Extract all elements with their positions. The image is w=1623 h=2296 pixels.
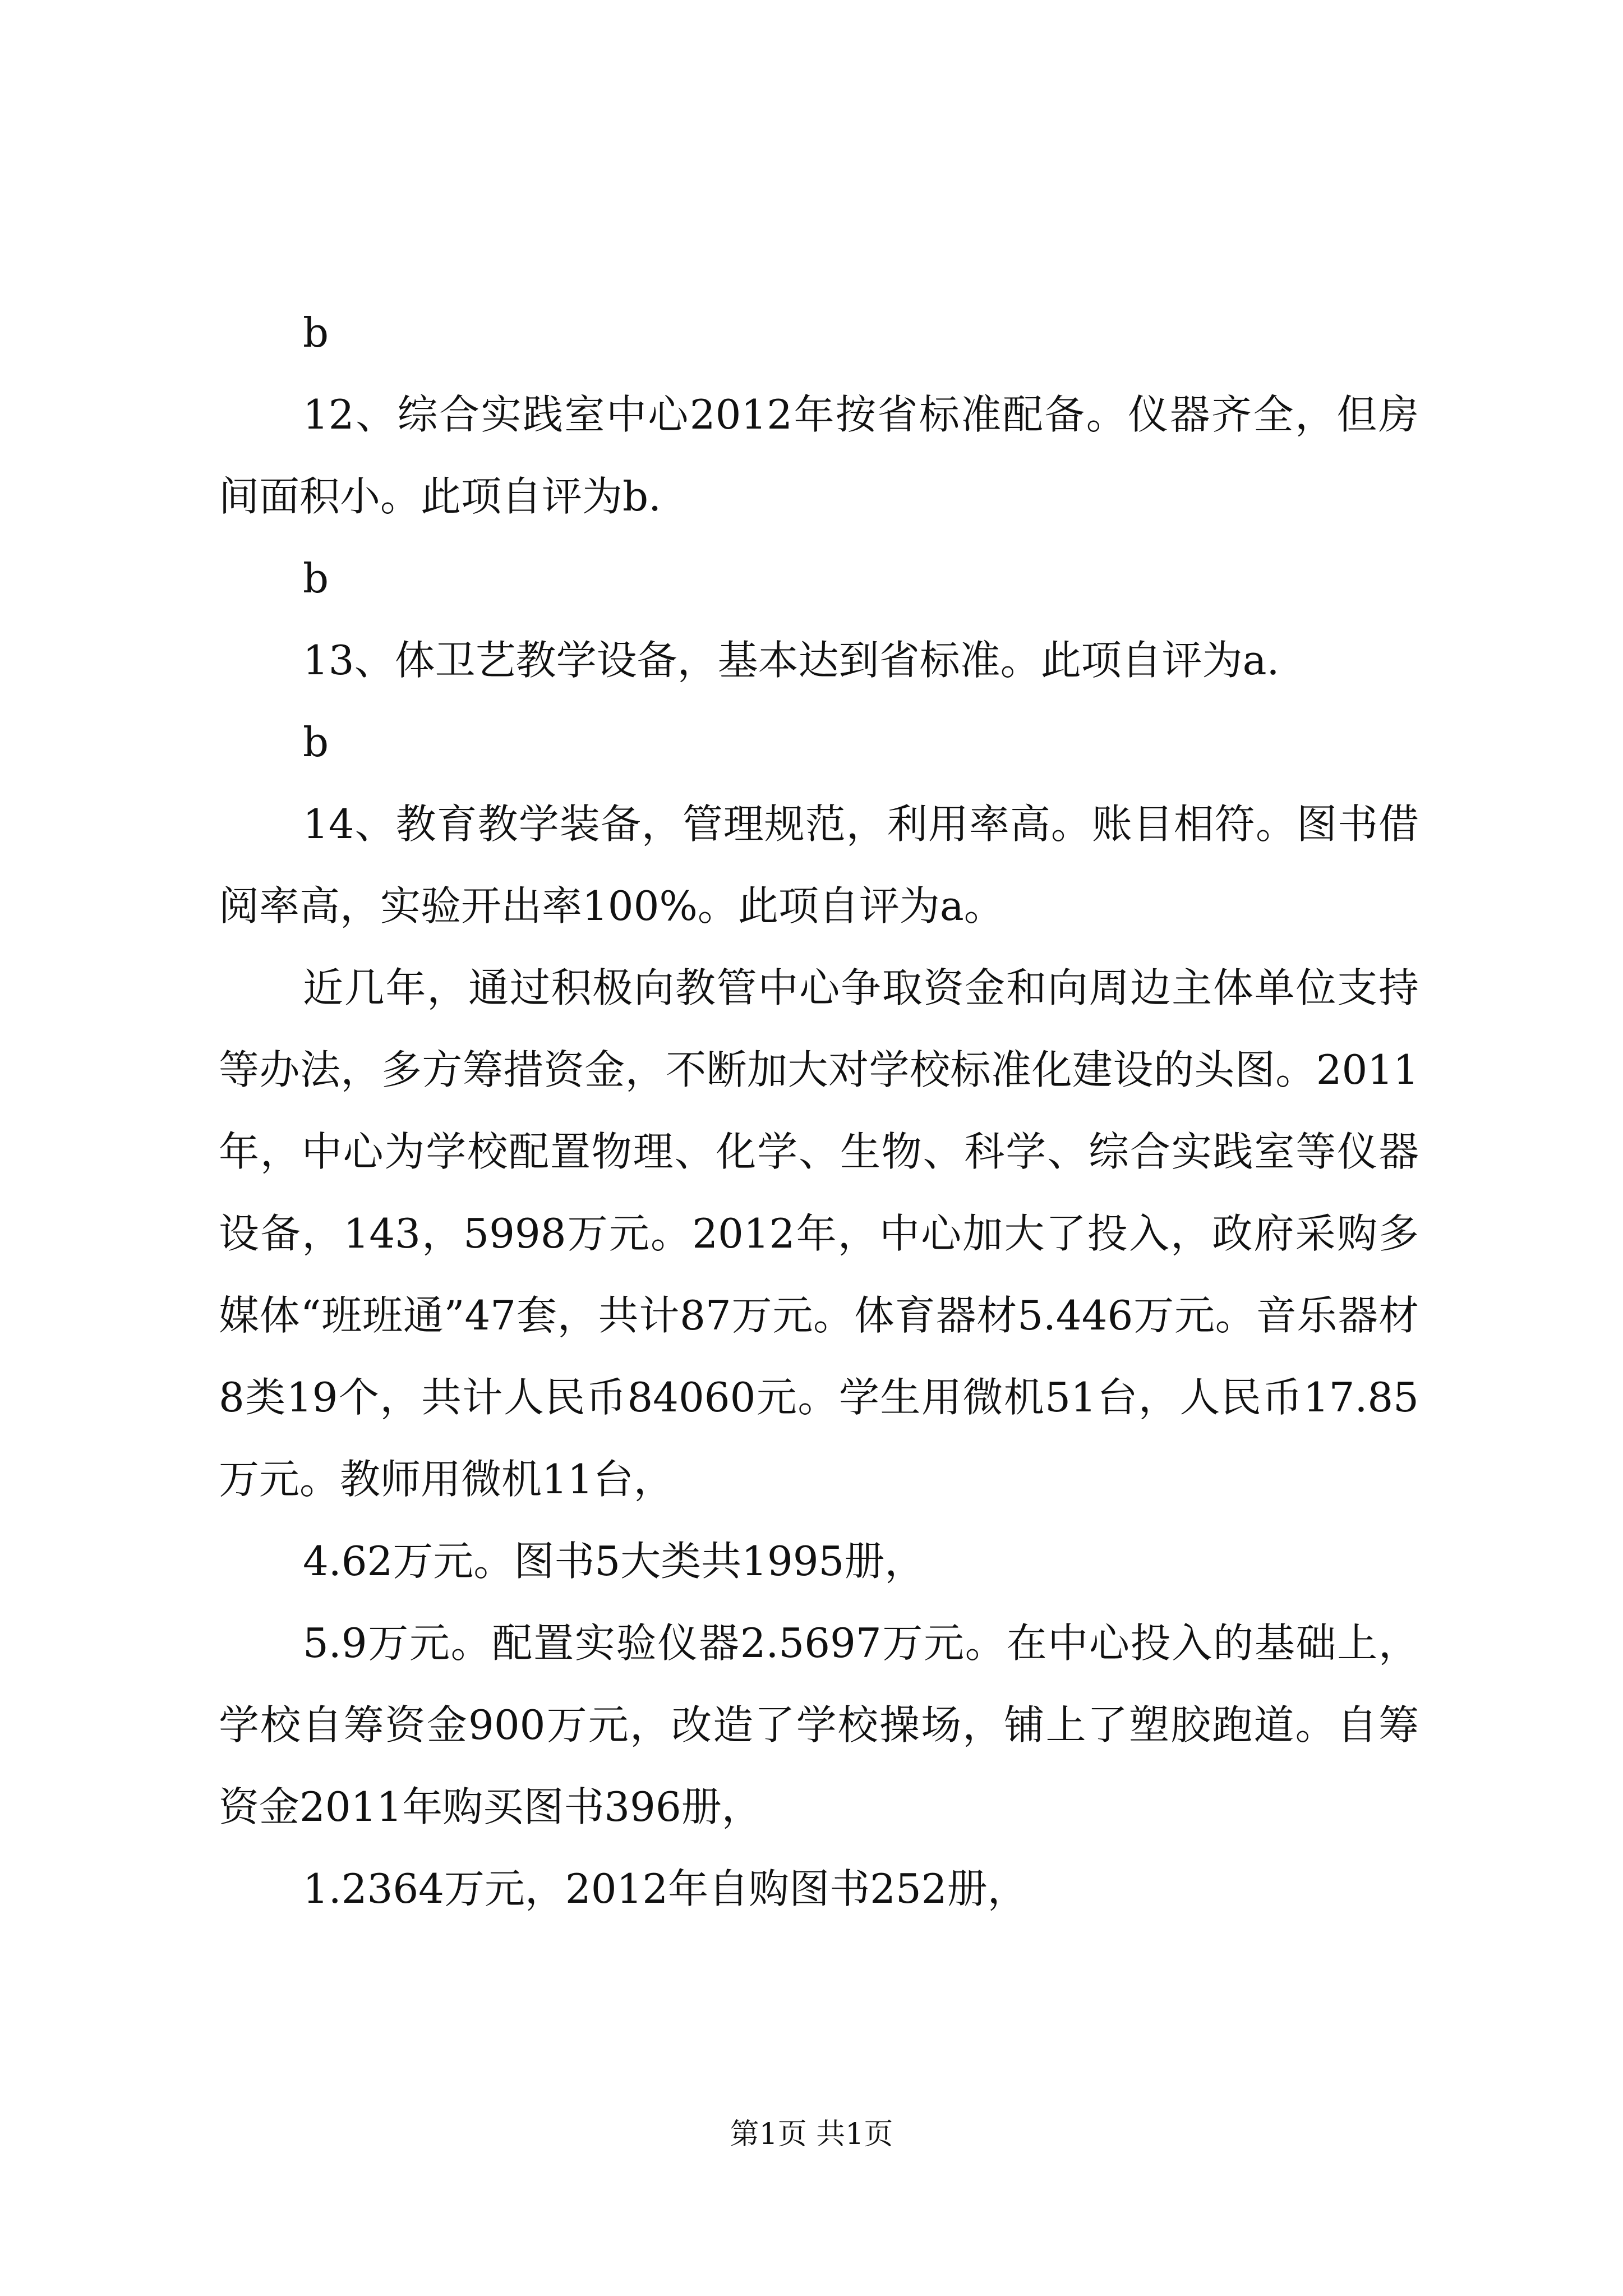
paragraph: 5.9万元。配置实验仪器2.5697万元。在中心投入的基础上，学校自筹资金900万元，改造了学校操场，铺上了塑胶跑道。自筹资金2011年购买图书396册，: [219, 1619, 1419, 1830]
paragraph: b: [303, 309, 329, 356]
paragraph: 12、综合实践室中心2012年按省标准配备。仪器齐全，但房间面积小。此项自评为b.: [219, 391, 1419, 520]
paragraph: 14、教育教学装备，管理规范，利用率高。账目相符。图书借阅率高，实验开出率100%。此项自评为a。: [219, 800, 1419, 930]
page-footer: 第1页 共1页: [730, 2118, 893, 2151]
paragraph: b: [303, 719, 329, 766]
paragraph: 4.62万元。图书5大类共1995册，: [303, 1538, 925, 1585]
paragraph: b: [303, 555, 329, 602]
paragraph: 近几年，通过积极向教管中心争取资金和向周边主体单位支持等办法，多方筹措资金，不断加大对学校标准化建设的头图。2011年，中心为学校配置物理、化学、生物、科学、综合实践室等仪器设备，143，5998万元。2012年，中心加大了投入，政府采购多媒体“班班通”47套，共计87万元。体育器材5.446万元。音乐器材8类19个，共计人民币84060元。学生用微机51台，人民币17.85万元。教师用微机11台，: [219, 964, 1419, 1503]
document-body: [219, 292, 1419, 1930]
paragraph: 13、体卫艺教学设备，基本达到省标准。此项自评为a.: [303, 637, 1280, 684]
paragraph: 1.2364万元，2012年自购图书252册，: [303, 1865, 1028, 1912]
